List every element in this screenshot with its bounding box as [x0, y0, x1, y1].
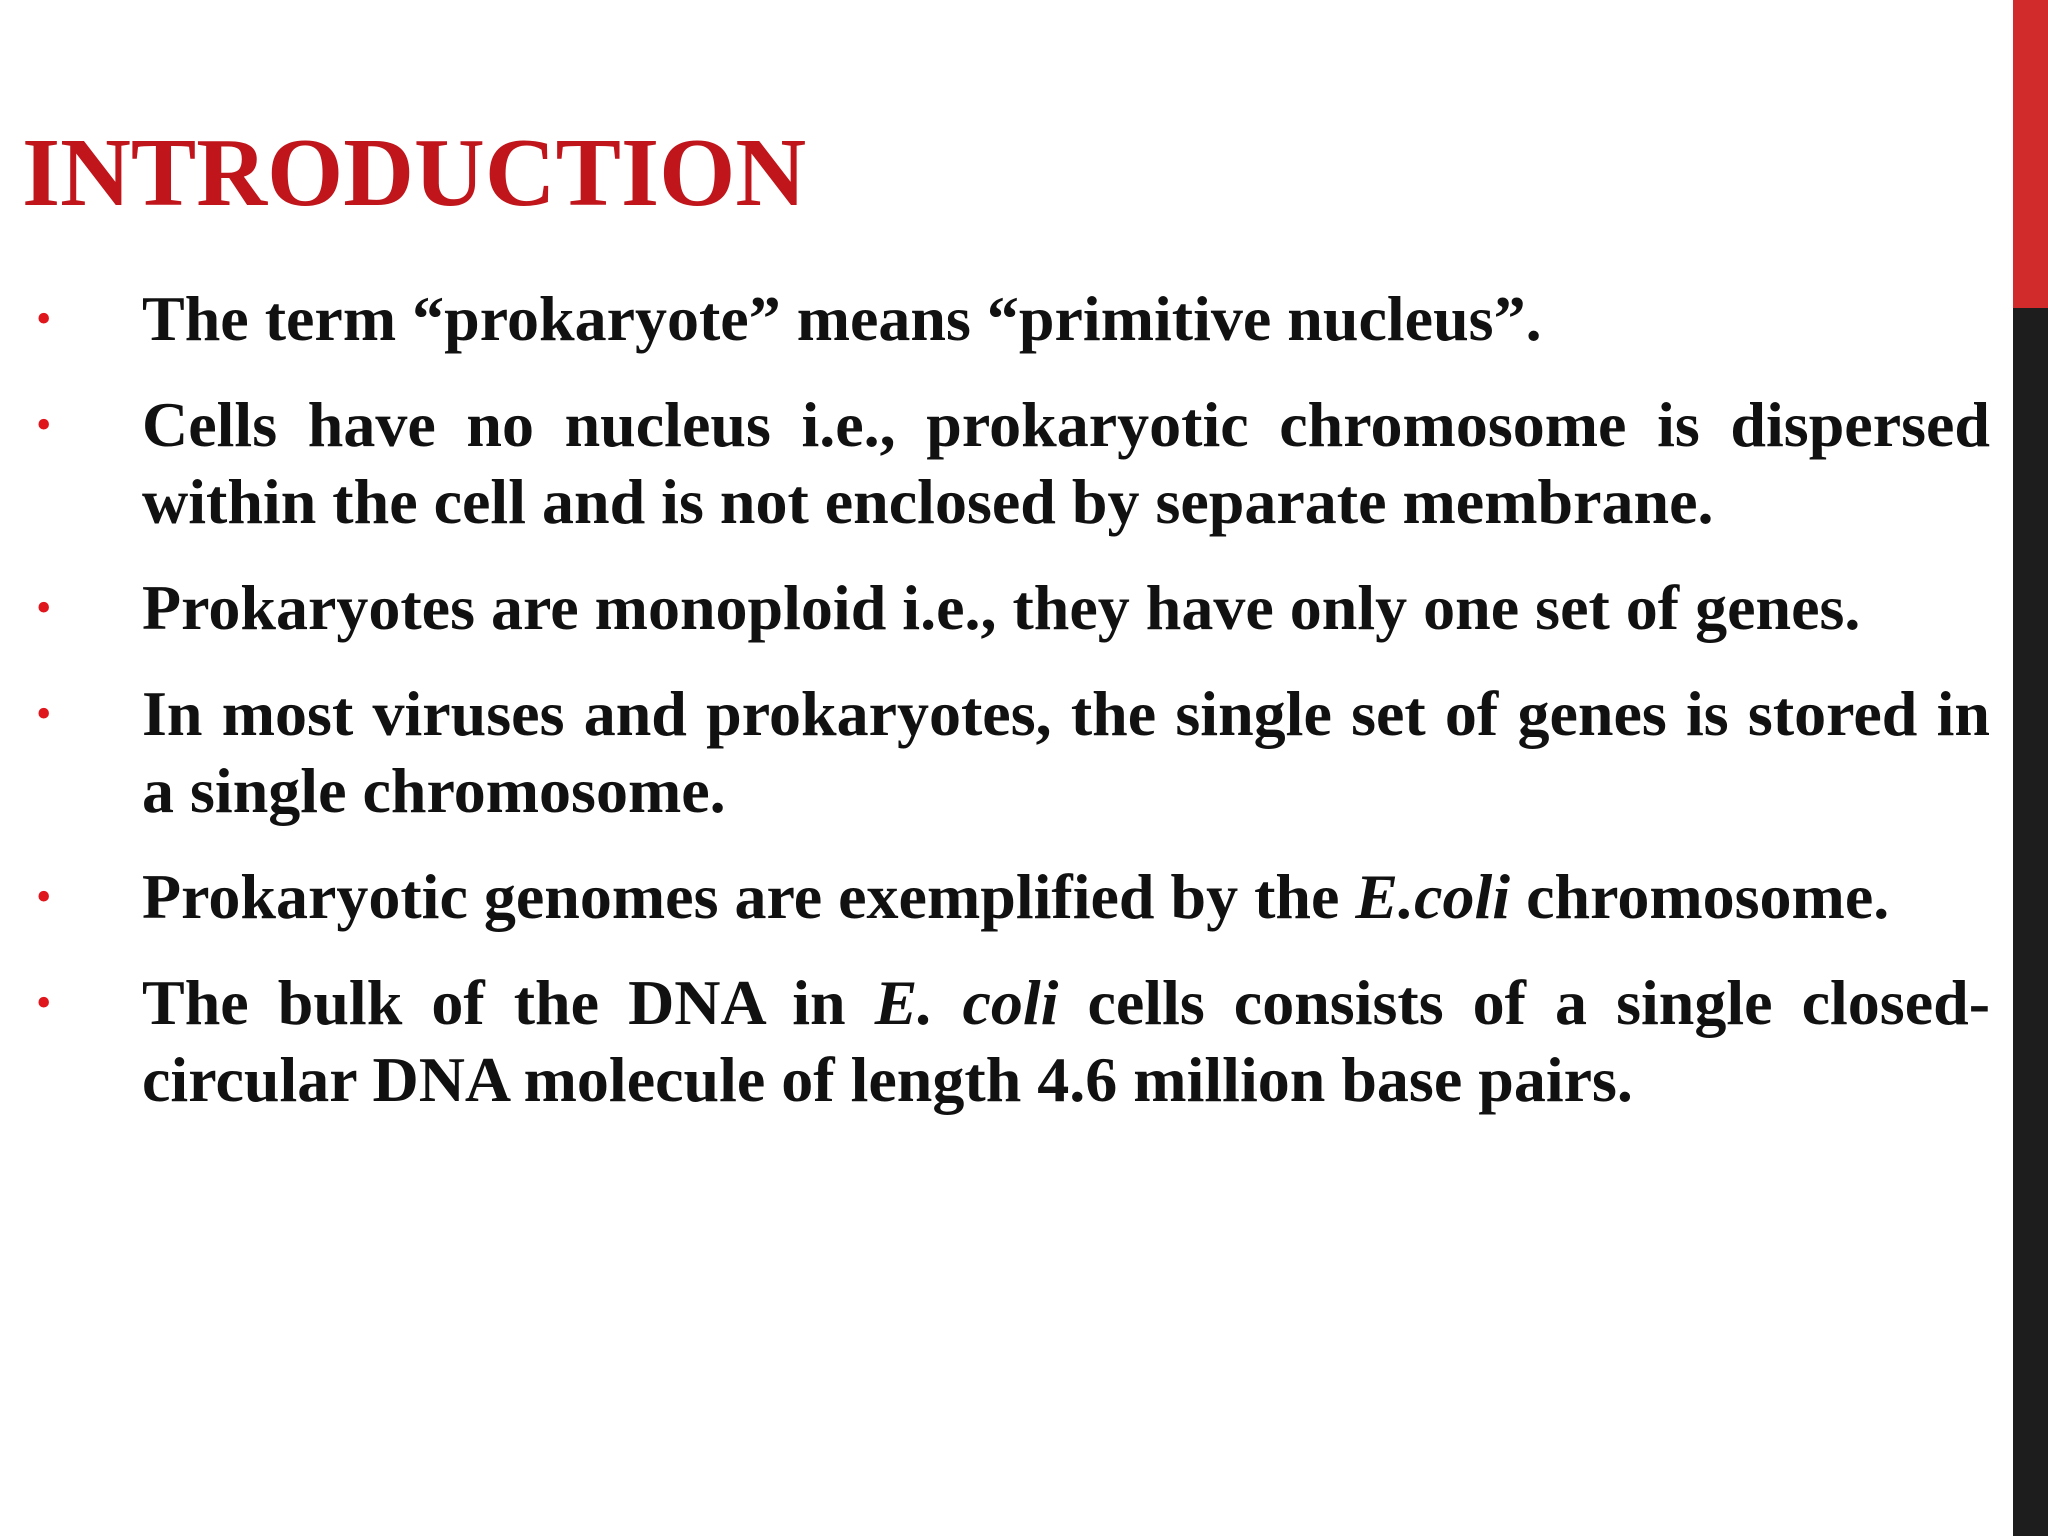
bullet-text: In most viruses and prokaryotes, the single set of genes is stored in a single chromosome. [142, 678, 1990, 826]
bullet-dot-icon: • [36, 294, 52, 343]
bullet-dot-icon: • [36, 978, 52, 1027]
bullet-item [0, 569, 1990, 646]
bullet-dot-icon: • [36, 400, 52, 449]
side-accent-strip-dark [2013, 308, 2048, 1536]
species-name-italic: E.coli [1355, 861, 1511, 932]
bullet-dot-icon: • [36, 583, 52, 632]
bullet-item [0, 675, 1990, 829]
bullet-item [0, 386, 1990, 540]
side-accent-strip-red [2013, 0, 2048, 308]
bullet-item [0, 280, 1990, 357]
bullet-text-part: The bulk of the DNA in [142, 967, 875, 1038]
bullet-list [0, 280, 1990, 1147]
bullet-text [142, 964, 1990, 1118]
bullet-text [142, 858, 1990, 935]
bullet-dot-icon: • [36, 872, 52, 921]
bullet-item [0, 858, 1990, 935]
bullet-dot-icon: • [36, 689, 52, 738]
slide-title: INTRODUCTION [22, 119, 807, 227]
bullet-text: Cells have no nucleus i.e., prokaryotic chromosome is dispersed within the cell and is not enclosed by separate membrane. [142, 389, 1990, 537]
bullet-text-part: cells consists of a single closed-circular DNA molecule of length 4.6 million base pairs. [142, 967, 1991, 1115]
bullet-text: The term “prokaryote” means “primitive nucleus”. [142, 283, 1542, 354]
species-name-italic: E. coli [874, 967, 1059, 1038]
bullet-item [0, 964, 1990, 1118]
bullet-text: Prokaryotes are monoploid i.e., they have only one set of genes. [142, 572, 1861, 643]
bullet-text-part: chromosome. [1510, 861, 1890, 932]
bullet-text-part: Prokaryotic genomes are exemplified by the [142, 861, 1356, 932]
